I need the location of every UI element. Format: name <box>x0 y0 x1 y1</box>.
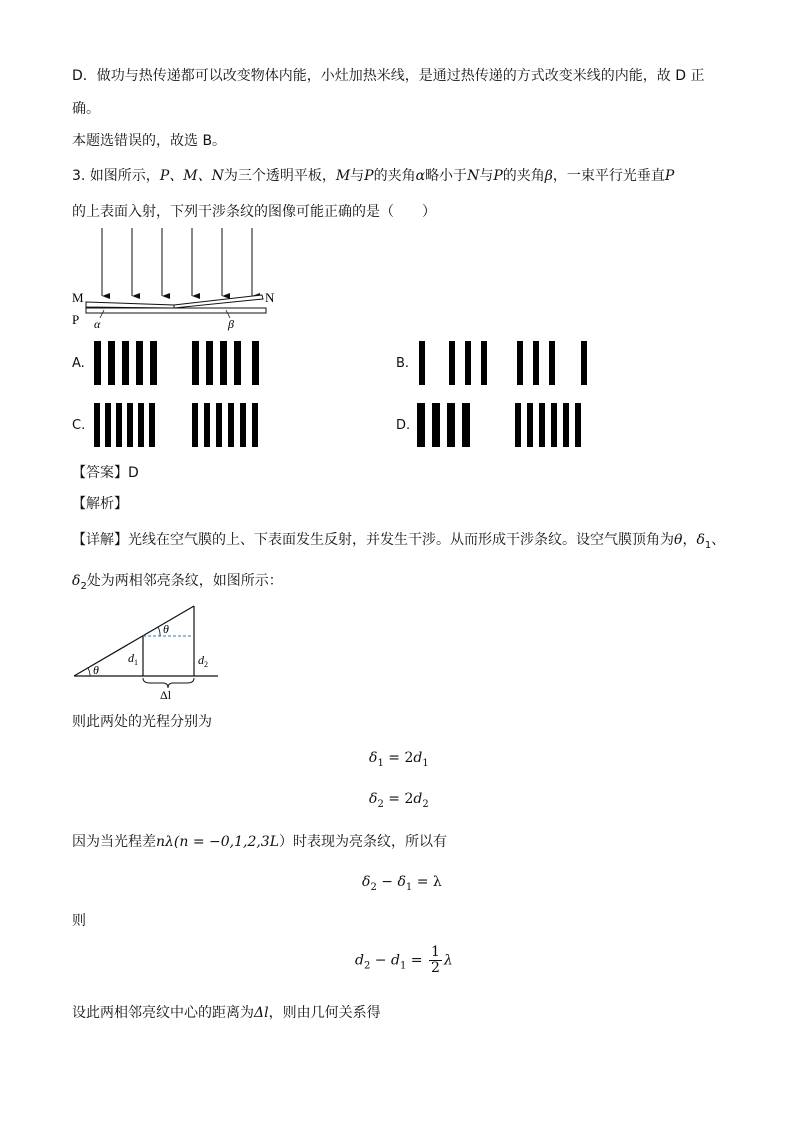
brace <box>143 678 194 688</box>
option-c-fringes[interactable] <box>92 403 272 447</box>
path-difference-intro: 则此两处的光程分别为 <box>72 714 212 730</box>
then-text: 则 <box>72 913 86 929</box>
equation-1: $\delta_1 = 2d_1$ <box>369 750 429 769</box>
option-d-explanation-line2: 确。 <box>72 101 100 117</box>
label-beta: β <box>228 317 234 331</box>
option-c-label[interactable]: C. <box>72 418 86 433</box>
label-delta-l: Δl <box>160 688 172 700</box>
incident-light-arrows <box>102 228 252 296</box>
figure-plates-diagram <box>70 226 290 336</box>
label-d1: $d_1$ <box>128 651 138 667</box>
option-d-label[interactable]: D. <box>396 418 411 433</box>
question-3-line1: 3. 如图所示，P、M、N为三个透明平板，M与P的夹角α略小于N与P的夹角β，一束平行光垂直P <box>72 168 675 184</box>
answer-label: 【答案】 <box>72 465 128 481</box>
answer-line <box>72 463 139 483</box>
plate-m <box>86 302 174 308</box>
plate-p <box>86 308 266 313</box>
label-theta-top: θ <box>163 622 169 636</box>
detail-line2: $\delta_2$处为两相邻亮条纹，如图所示： <box>72 573 283 592</box>
label-alpha: α <box>94 317 101 331</box>
equation-2: $\delta_2 = 2d_2$ <box>369 791 429 810</box>
figure-air-wedge <box>70 600 230 700</box>
label-m: M <box>72 290 84 305</box>
label-p: P <box>72 312 80 327</box>
option-a-fringes[interactable] <box>92 341 272 385</box>
analysis-label: 【解析】 <box>72 496 128 512</box>
option-a-label[interactable]: A. <box>72 356 85 371</box>
question-3-line2: 的上表面入射，下列干涉条纹的图像可能正确的是（ ） <box>72 204 436 220</box>
detail-line1: 【详解】光线在空气膜的上、下表面发生反射，并发生干涉。从而形成干涉条纹。设空气膜顶角为θ，$\delta_1$、 <box>72 532 726 551</box>
detail-label: 【详解】 <box>72 532 128 548</box>
plate-n <box>174 295 263 308</box>
label-d2: $d_2$ <box>198 653 208 669</box>
last-line: 设此两相邻亮纹中心的距离为Δl，则由几何关系得 <box>72 1005 381 1021</box>
label-n: N <box>265 290 275 305</box>
option-d-fringes[interactable] <box>415 403 595 447</box>
option-b-fringes[interactable] <box>415 341 595 385</box>
equation-4: $d_2 - d_1$ = $\frac{1}{2}$ λ <box>355 944 453 976</box>
option-b-label[interactable]: B. <box>396 356 410 371</box>
answer-value: D <box>128 465 139 481</box>
option-d-explanation-line1: D．做功与热传递都可以改变物体内能，小灶加热米线，是通过热传递的方式改变米线的内能，故 D 正 <box>72 68 705 84</box>
conclusion-text: 本题选错误的，故选 B。 <box>72 133 227 149</box>
label-theta-bottom: θ <box>93 663 99 677</box>
bright-fringe-condition: 因为当光程差nλ(n = −0,1,2,3L）时表现为亮条纹，所以有 <box>72 834 448 850</box>
equation-3: $\delta_2 - \delta_1 = \lambda$ <box>362 874 442 893</box>
